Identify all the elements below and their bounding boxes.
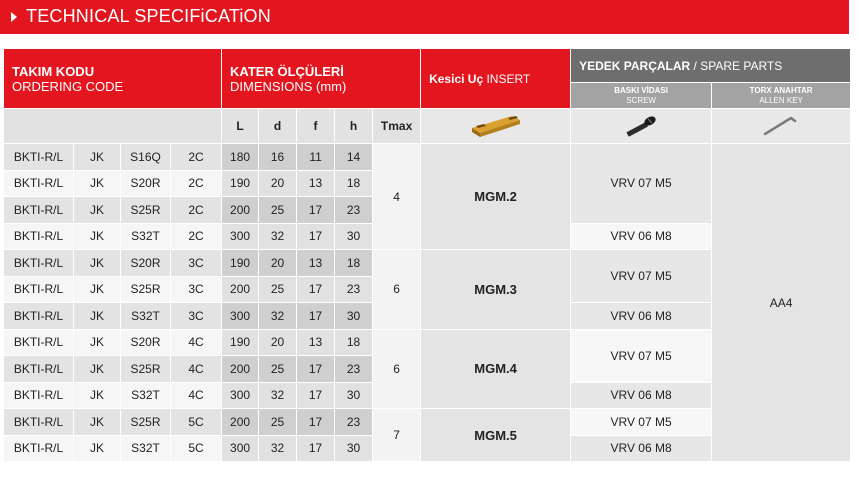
code-part4: 3C — [171, 250, 222, 277]
dim-h: 18 — [335, 250, 373, 277]
allen-key-icon — [761, 112, 801, 138]
dim-f: 17 — [297, 435, 335, 462]
table-row — [4, 144, 851, 171]
code-part4: 4C — [171, 329, 222, 356]
allen-key-icon-cell — [712, 109, 851, 144]
code-part3: S32T — [121, 382, 171, 409]
tmax-value: 7 — [373, 409, 421, 462]
dim-L: 300 — [222, 223, 259, 250]
code-part4: 4C — [171, 356, 222, 383]
dim-f: 17 — [297, 276, 335, 303]
dim-L: 300 — [222, 435, 259, 462]
code-part2: JK — [74, 197, 121, 224]
allen-key-code: AA4 — [712, 144, 851, 462]
dim-h: 23 — [335, 409, 373, 436]
dim-L: 200 — [222, 276, 259, 303]
dim-d: 25 — [259, 197, 297, 224]
dim-f: 17 — [297, 382, 335, 409]
code-part4: 2C — [171, 197, 222, 224]
spare-parts-tr: YEDEK PARÇALAR — [579, 58, 691, 73]
dim-d: 25 — [259, 356, 297, 383]
triangle-right-icon — [11, 12, 17, 22]
code-part3: S25R — [121, 409, 171, 436]
insert-code: MGM.5 — [421, 409, 571, 462]
code-part3: S16Q — [121, 144, 171, 171]
dim-f: 17 — [297, 303, 335, 330]
dim-h: 18 — [335, 170, 373, 197]
insert-code: MGM.4 — [421, 329, 571, 409]
dim-h: 14 — [335, 144, 373, 171]
code-part2: JK — [74, 382, 121, 409]
dimensions-header — [222, 49, 421, 109]
code-part2: JK — [74, 409, 121, 436]
col-h: h — [335, 109, 373, 144]
code-part1: BKTI-R/L — [4, 223, 74, 250]
code-part4: 2C — [171, 170, 222, 197]
dim-h: 30 — [335, 435, 373, 462]
code-part4: 3C — [171, 303, 222, 330]
code-part2: JK — [74, 435, 121, 462]
code-part2: JK — [74, 170, 121, 197]
dim-h: 18 — [335, 329, 373, 356]
code-part4: 5C — [171, 409, 222, 436]
screw-code: VRV 07 M5 — [571, 250, 712, 303]
code-part2: JK — [74, 329, 121, 356]
dim-f: 13 — [297, 250, 335, 277]
code-part4: 5C — [171, 435, 222, 462]
dim-L: 200 — [222, 409, 259, 436]
dim-f: 17 — [297, 223, 335, 250]
code-part1: BKTI-R/L — [4, 329, 74, 356]
dim-f: 17 — [297, 197, 335, 224]
screw-icon — [621, 112, 661, 138]
code-part3: S20R — [121, 170, 171, 197]
dim-L: 190 — [222, 250, 259, 277]
code-part1: BKTI-R/L — [4, 435, 74, 462]
dim-L: 300 — [222, 382, 259, 409]
dim-d: 20 — [259, 170, 297, 197]
dim-d: 32 — [259, 435, 297, 462]
insert-header-tr: Kesici Uç — [429, 71, 484, 86]
dim-f: 13 — [297, 170, 335, 197]
code-part2: JK — [74, 223, 121, 250]
code-part3: S20R — [121, 250, 171, 277]
dim-d: 32 — [259, 382, 297, 409]
tmax-value: 6 — [373, 250, 421, 330]
dim-h: 23 — [335, 197, 373, 224]
code-part2: JK — [74, 144, 121, 171]
screw-code: VRV 06 M8 — [571, 223, 712, 250]
dim-d: 20 — [259, 250, 297, 277]
dim-L: 190 — [222, 329, 259, 356]
code-part3: S25R — [121, 276, 171, 303]
col-L: L — [222, 109, 259, 144]
dim-f: 11 — [297, 144, 335, 171]
code-part3: S32T — [121, 223, 171, 250]
code-part1: BKTI-R/L — [4, 303, 74, 330]
insert-icon — [466, 112, 526, 138]
screw-tr: BASKI VİDASI — [614, 85, 668, 95]
insert-header — [421, 49, 571, 109]
code-part4: 2C — [171, 223, 222, 250]
section-title: TECHNICAL SPECIFiCATiON — [26, 6, 271, 26]
dim-d: 32 — [259, 303, 297, 330]
dim-h: 23 — [335, 356, 373, 383]
code-part3: S32T — [121, 303, 171, 330]
dim-f: 17 — [297, 409, 335, 436]
allen-key-en: ALLEN KEY — [759, 95, 803, 105]
insert-header-en: INSERT — [486, 71, 531, 86]
code-part4: 2C — [171, 144, 222, 171]
tmax-value: 4 — [373, 144, 421, 250]
dim-L: 190 — [222, 170, 259, 197]
screw-icon-cell — [571, 109, 712, 144]
insert-code: MGM.2 — [421, 144, 571, 250]
allen-key-tr: TORX ANAHTAR — [749, 85, 813, 95]
code-part1: BKTI-R/L — [4, 382, 74, 409]
spare-parts-en: SPARE PARTS — [700, 58, 783, 73]
col-d: d — [259, 109, 297, 144]
code-part2: JK — [74, 276, 121, 303]
insert-icon-cell — [421, 109, 571, 144]
screw-en: SCREW — [626, 95, 656, 105]
code-part3: S32T — [121, 435, 171, 462]
allen-key-subheader — [712, 83, 851, 109]
tmax-value: 6 — [373, 329, 421, 409]
screw-code: VRV 07 M5 — [571, 144, 712, 224]
code-part2: JK — [74, 356, 121, 383]
code-part1: BKTI-R/L — [4, 276, 74, 303]
screw-code: VRV 06 M8 — [571, 435, 712, 462]
code-part4: 4C — [171, 382, 222, 409]
ordering-code-en: ORDERING CODE — [12, 78, 124, 94]
code-part3: S25R — [121, 356, 171, 383]
code-part1: BKTI-R/L — [4, 409, 74, 436]
dim-d: 25 — [259, 276, 297, 303]
spare-parts-sep: / — [690, 58, 701, 73]
insert-code: MGM.3 — [421, 250, 571, 330]
dim-d: 25 — [259, 409, 297, 436]
dim-h: 23 — [335, 276, 373, 303]
code-part4: 3C — [171, 276, 222, 303]
dim-d: 16 — [259, 144, 297, 171]
screw-code: VRV 06 M8 — [571, 382, 712, 409]
dim-L: 200 — [222, 356, 259, 383]
code-colhdr-blank — [4, 109, 222, 144]
screw-code: VRV 07 M5 — [571, 329, 712, 382]
section-banner — [0, 0, 849, 34]
dimensions-en: DIMENSIONS (mm) — [230, 78, 347, 94]
code-part1: BKTI-R/L — [4, 170, 74, 197]
dim-f: 17 — [297, 356, 335, 383]
code-part2: JK — [74, 303, 121, 330]
code-part3: S20R — [121, 329, 171, 356]
code-part1: BKTI-R/L — [4, 250, 74, 277]
screw-code: VRV 06 M8 — [571, 303, 712, 330]
col-tmax: Tmax — [373, 109, 421, 144]
dim-f: 13 — [297, 329, 335, 356]
dim-L: 200 — [222, 197, 259, 224]
dim-h: 30 — [335, 223, 373, 250]
code-part3: S25R — [121, 197, 171, 224]
code-part1: BKTI-R/L — [4, 197, 74, 224]
dim-L: 180 — [222, 144, 259, 171]
spec-table — [3, 48, 851, 462]
dim-d: 20 — [259, 329, 297, 356]
spare-parts-header — [571, 49, 851, 83]
code-part2: JK — [74, 250, 121, 277]
ordering-code-tr: TAKIM KODU — [12, 63, 95, 79]
col-f: f — [297, 109, 335, 144]
code-part1: BKTI-R/L — [4, 356, 74, 383]
screw-subheader — [571, 83, 712, 109]
dimensions-tr: KATER ÖLÇÜLERİ — [230, 63, 344, 79]
dim-L: 300 — [222, 303, 259, 330]
code-part1: BKTI-R/L — [4, 144, 74, 171]
dim-d: 32 — [259, 223, 297, 250]
dim-h: 30 — [335, 303, 373, 330]
screw-code: VRV 07 M5 — [571, 409, 712, 436]
ordering-code-header — [4, 49, 222, 109]
dim-h: 30 — [335, 382, 373, 409]
